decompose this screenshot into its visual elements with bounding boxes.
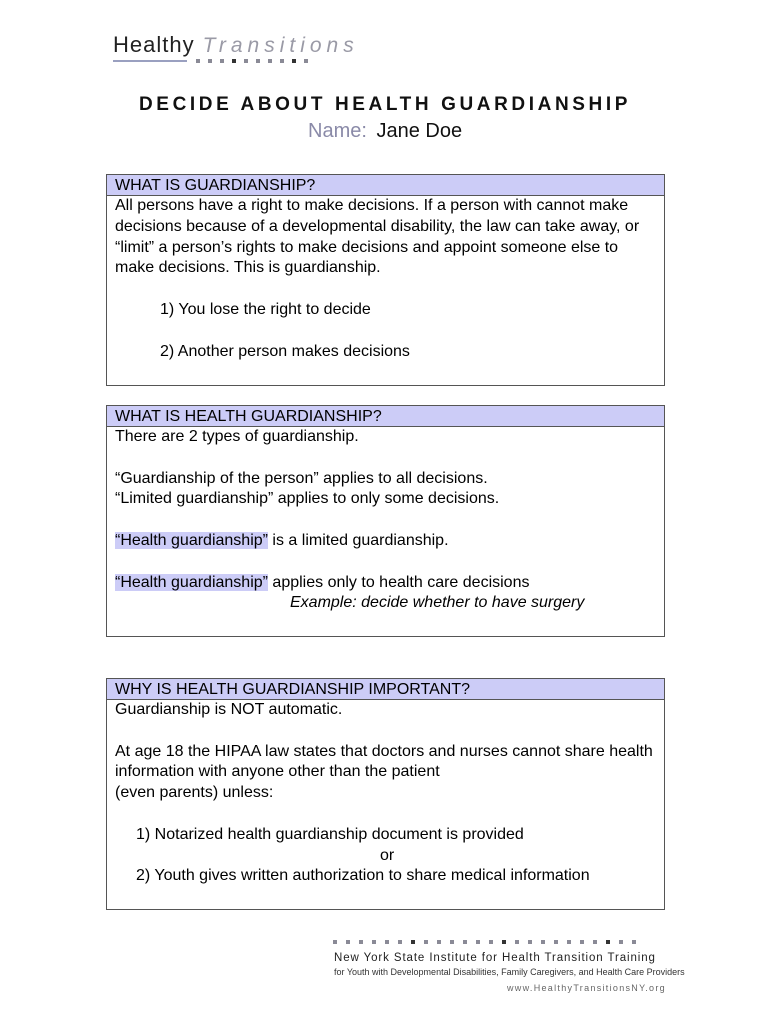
section-paragraph: All persons have a right to make decisions. If a person with cannot make decisions because of a developmental disability, the law can take away, or “limit” a person’s rights to make decisions and appoint someone else to make decisions. This is guardianship. (115, 197, 640, 277)
section-text-rest: is a limited guardianship. (267, 531, 449, 549)
highlighted-term: “Health guardianship” (115, 573, 268, 591)
footer-org: New York State Institute for Health Transition Training (334, 952, 656, 964)
section-heading: WHAT IS GUARDIANSHIP? (107, 175, 664, 196)
highlighted-term: “Health guardianship” (115, 531, 268, 549)
name-value: Jane Doe (376, 120, 463, 142)
section-why-important (106, 678, 665, 910)
footer-dots (333, 940, 636, 944)
logo-word-transitions: Transitions (202, 34, 359, 57)
section-text: (even parents) unless: (115, 784, 274, 802)
section-paragraph: At age 18 the HIPAA law states that doctors and nurses cannot share health information with anyone other than the patient (115, 742, 653, 781)
logo-dots (196, 59, 308, 63)
list-item: 1) Notarized health guardianship document is provided (136, 825, 524, 843)
section-text: “Limited guardianship” applies to only some decisions. (115, 490, 500, 508)
section-text (115, 531, 656, 552)
section-text: Guardianship is NOT automatic. (115, 701, 343, 718)
section-heading: WHAT IS HEALTH GUARDIANSHIP? (107, 406, 664, 427)
section-text: There are 2 types of guardianship. (115, 428, 359, 445)
logo-underline (113, 60, 187, 62)
section-what-is-health-guardianship (106, 405, 665, 637)
section-heading: WHY IS HEALTH GUARDIANSHIP IMPORTANT? (107, 679, 664, 700)
list-item: 2) Youth gives written authorization to share medical information (136, 867, 590, 885)
section-text (115, 573, 656, 594)
section-what-is-guardianship (106, 174, 665, 386)
logo-word-healthy: Healthy (113, 32, 195, 57)
page-title: DECIDE ABOUT HEALTH GUARDIANSHIP (138, 94, 632, 115)
list-item: 2) Another person makes decisions (160, 342, 410, 360)
footer-url: www.HealthyTransitionsNY.org (507, 983, 666, 993)
example-text: Example: decide whether to have surgery (290, 594, 585, 612)
name-label: Name: (308, 120, 367, 142)
or-text: or (380, 846, 395, 864)
logo (113, 32, 359, 58)
name-line (308, 120, 462, 143)
section-text-rest: applies only to health care decisions (267, 573, 530, 591)
section-text: “Guardianship of the person” applies to all decisions. (115, 469, 488, 487)
footer-tagline: for Youth with Developmental Disabilities, Family Caregivers, and Health Care Providers (334, 967, 685, 977)
list-item: 1) You lose the right to decide (160, 300, 371, 318)
